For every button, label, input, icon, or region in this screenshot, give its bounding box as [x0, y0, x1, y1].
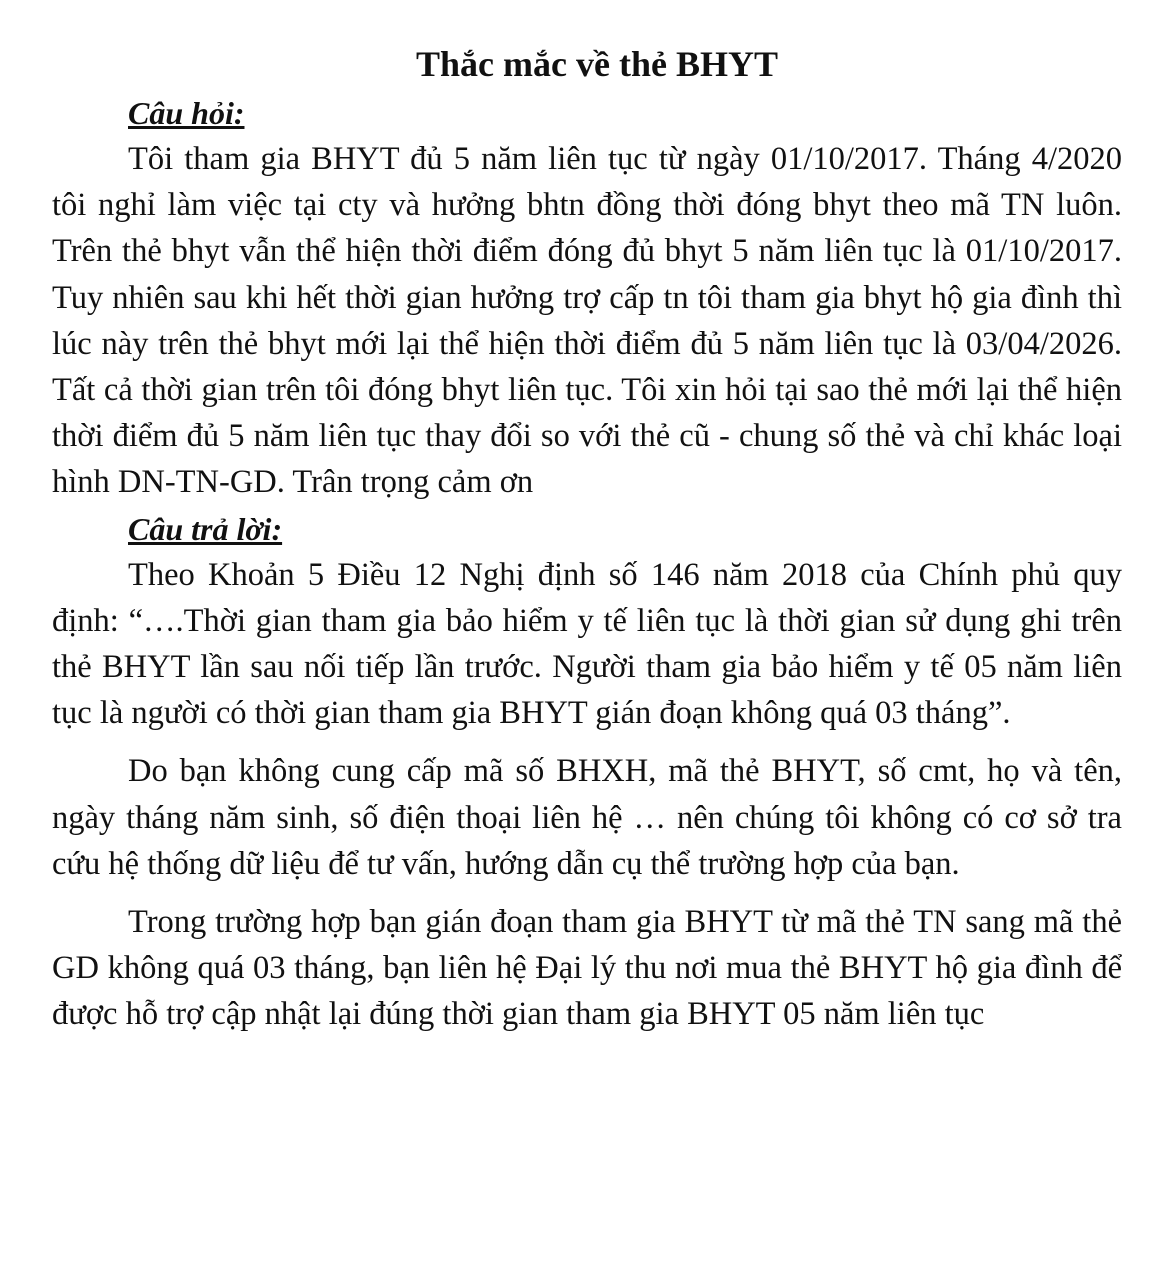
question-heading: Câu hỏi:: [128, 95, 245, 131]
answer-paragraph-1: Theo Khoản 5 Điều 12 Nghị định số 146 năm 2018 của Chính phủ quy định: “….Thời gian tham gia bảo hiểm y tế liên tục là thời gian sử dụng ghi trên thẻ BHYT lần sau nối tiếp lần trước. Người tham gia bảo hiểm y tế 05 năm liên tục là người có thời gian tham gia BHYT gián đoạn không quá 03 tháng”.: [52, 556, 1122, 732]
answer-paragraph-3: Trong trường hợp bạn gián đoạn tham gia BHYT từ mã thẻ TN sang mã thẻ GD không quá 03 tháng, bạn liên hệ Đại lý thu nơi mua thẻ BHYT hộ gia đình để được hỗ trợ cập nhật lại đúng thời gian tham gia BHYT 05 năm liên tục: [52, 904, 1122, 1033]
question-paragraph: Tôi tham gia BHYT đủ 5 năm liên tục từ ngày 01/10/2017. Tháng 4/2020 tôi nghỉ làm việc tại cty và hưởng bhtn đồng thời đóng bhyt theo mã TN luôn. Trên thẻ bhyt vẫn thể hiện thời điểm đóng đủ bhyt 5 năm liên tục là 01/10/2017. Tuy nhiên sau khi hết thời gian hưởng trợ cấp tn tôi tham gia bhyt hộ gia đình thì lúc này trên thẻ bhyt mới lại thể hiện thời điểm đủ 5 năm liên tục là 03/04/2026. Tất cả thời gian trên tôi đóng bhyt liên tục. Tôi xin hỏi tại sao thẻ mới lại thể hiện thời điểm đủ 5 năm liên tục thay đổi so với thẻ cũ - chung số thẻ và chỉ khác loại hình DN-TN-GD. Trân trọng cảm ơn: [52, 141, 1122, 501]
answer-heading: Câu trả lời:: [128, 510, 283, 547]
answer-paragraph-2: Do bạn không cung cấp mã số BHXH, mã thẻ BHYT, số cmt, họ và tên, ngày tháng năm sinh, số điện thoại liên hệ … nên chúng tôi không có cơ sở tra cứu hệ thống dữ liệu để tư vấn, hướng dẫn cụ thể trường hợp của bạn.: [52, 753, 1122, 882]
document-page: [52, 40, 1122, 1038]
document-title: Thắc mắc về thẻ BHYT: [416, 44, 778, 84]
